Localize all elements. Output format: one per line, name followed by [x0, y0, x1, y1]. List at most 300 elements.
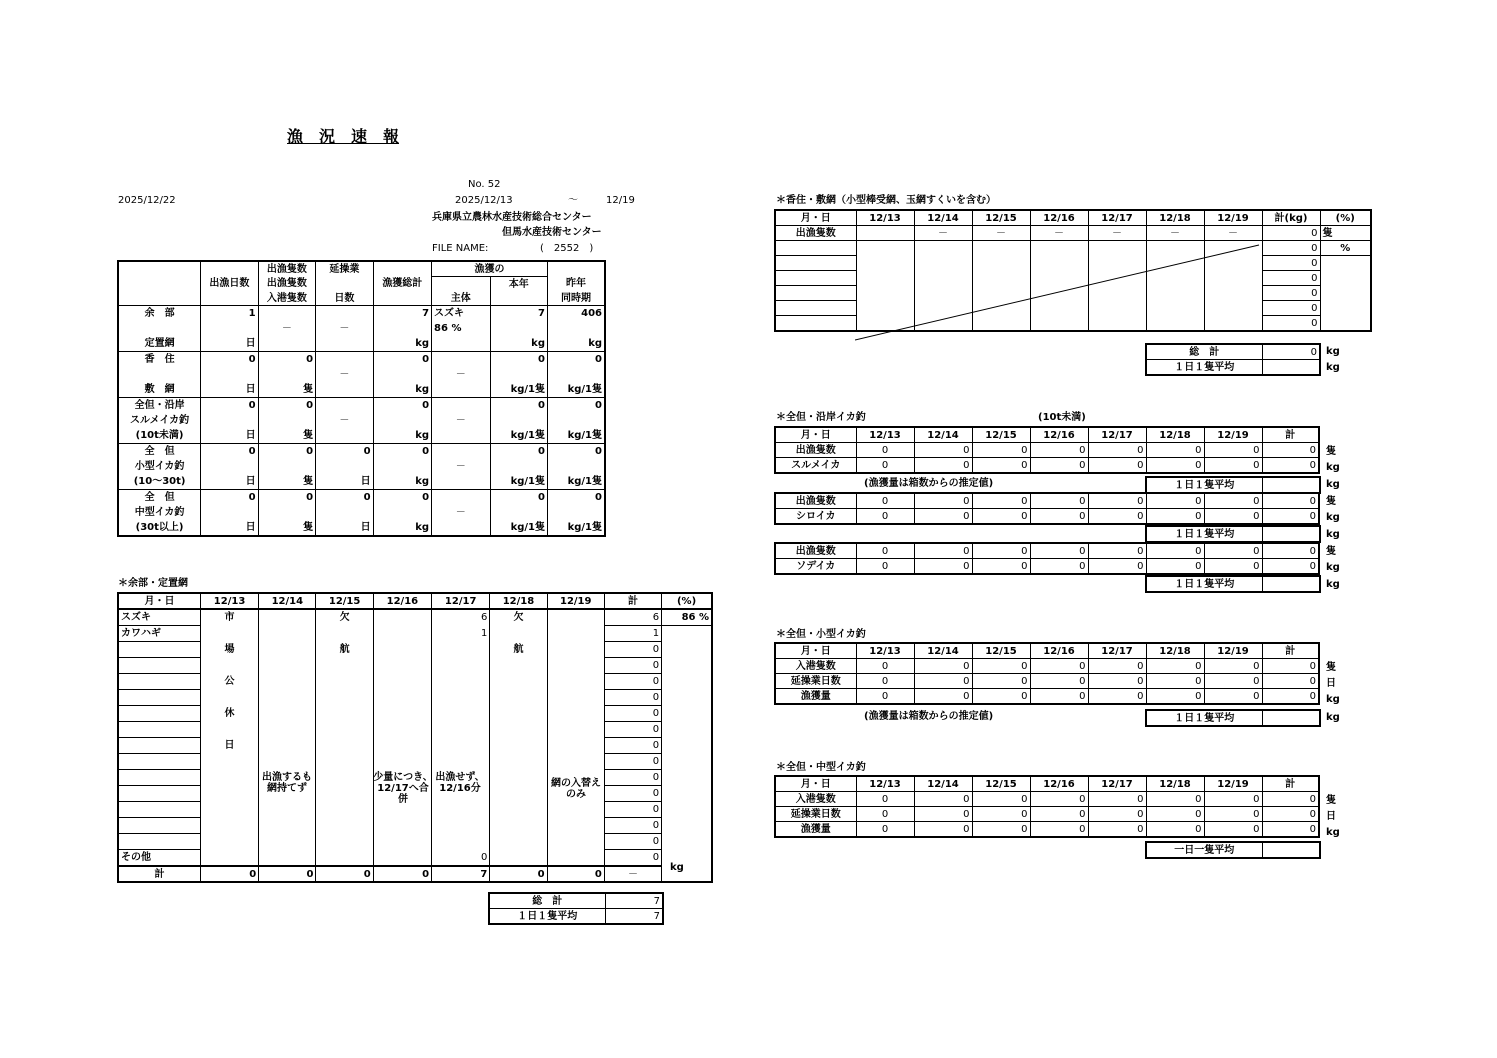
chugata-row-cell: 0	[914, 807, 972, 822]
kasumi-total-cell: 0	[1262, 286, 1320, 301]
engan-header-row-cell: 12/14	[914, 427, 972, 443]
summary-cell	[432, 444, 490, 460]
summary-cell: 全 但	[118, 490, 201, 506]
amarube-cell: 1	[432, 626, 490, 642]
engan-unit: kg	[1326, 462, 1340, 473]
engan-catch-row-cell: 0	[972, 458, 1030, 474]
org-name-2: 但馬水産技術センター	[502, 227, 602, 238]
engan-unit: kg	[1326, 529, 1340, 540]
engan-ships-row-cell: 0	[1088, 493, 1146, 509]
amarube-cell	[259, 802, 316, 818]
summary-row	[118, 367, 605, 382]
kasumi-total-cell: 0	[1262, 301, 1320, 316]
engan-table-3	[774, 542, 1320, 575]
amarube-cell	[259, 706, 316, 722]
summary-row	[118, 428, 605, 444]
summary-cell: －	[432, 459, 490, 474]
amarube-cell	[662, 658, 712, 674]
amarube-cell	[373, 850, 431, 867]
summary-cell	[432, 336, 490, 352]
summary-cell: kg/1隻	[490, 520, 547, 536]
engan-catch-row-cell: 0	[914, 559, 972, 575]
amarube-cell	[259, 626, 316, 642]
summary-cell	[201, 413, 258, 428]
amarube-cell	[200, 754, 258, 770]
kogata-header-row-cell: 12/14	[914, 643, 972, 659]
kogata-row-label: 延操業日数	[775, 674, 856, 689]
amarube-cell	[200, 850, 258, 867]
amarube-cell	[316, 786, 373, 802]
chugata-unit: 隻	[1326, 795, 1336, 806]
engan-catch-row	[775, 458, 1319, 474]
kogata-note: (漁獲量は箱数からの推定値)	[864, 711, 994, 722]
amarube-cell: 1	[604, 626, 661, 642]
summary-header-row	[118, 277, 605, 292]
amarube-row	[118, 722, 712, 738]
engan-catch-row-cell: 0	[1262, 509, 1319, 525]
chugata-row-label: 入港隻数	[775, 792, 856, 807]
kogata-row-cell: 0	[972, 674, 1030, 689]
summary-row	[118, 520, 605, 536]
engan-ships-row-cell: 0	[1262, 493, 1319, 509]
summary-cell: 中型イカ釣	[118, 505, 201, 520]
kogata-row-label: 漁獲量	[775, 689, 856, 705]
file-name-label: FILE NAME:	[432, 243, 489, 254]
amarube-total-cell: 0	[200, 866, 258, 882]
summary-cell: 0	[316, 490, 373, 506]
chugata-header-row-cell: 12/15	[972, 776, 1030, 792]
summary-cell: 日	[201, 428, 258, 444]
summary-header-cell	[118, 261, 201, 277]
kogata-row-cell: 0	[1204, 659, 1262, 674]
kogata-header-row-cell: 12/13	[856, 643, 914, 659]
chugata-row-label: 漁獲量	[775, 822, 856, 838]
summary-cell	[547, 367, 605, 382]
summary-row	[118, 382, 605, 398]
amarube-cell: 航	[490, 642, 547, 658]
amarube-cell	[118, 802, 200, 818]
amarube-cell	[373, 626, 431, 642]
amarube-cell	[118, 770, 200, 786]
kasumi-avg-label: １日１隻平均	[1146, 360, 1262, 376]
amarube-cell	[200, 786, 258, 802]
amarube-cell	[118, 738, 200, 754]
kasumi-pct-blank	[1320, 316, 1371, 332]
kasumi-header-cell: 月・日	[775, 210, 856, 226]
kogata-row	[775, 674, 1319, 689]
chugata-row-cell: 0	[1030, 807, 1088, 822]
engan-ships-row	[775, 543, 1319, 559]
chugata-header-row	[775, 776, 1319, 792]
kasumi-ships-cell: －	[1030, 226, 1088, 241]
amarube-cell	[432, 818, 490, 834]
amarube-cell: 0	[604, 770, 661, 786]
kogata-row-cell: 0	[856, 674, 914, 689]
summary-cell	[258, 306, 315, 322]
amarube-cell	[662, 738, 712, 754]
amarube-cell	[432, 834, 490, 850]
amarube-cell	[373, 642, 431, 658]
summary-cell	[547, 413, 605, 428]
amarube-cell: 場	[200, 642, 258, 658]
summary-header-cell: 出漁隻数	[258, 277, 315, 292]
engan-avg-1-value	[1262, 477, 1320, 493]
amarube-total-cell: 7	[432, 866, 490, 882]
engan-ships-row-label: 出漁隻数	[775, 543, 856, 559]
amarube-cell	[118, 786, 200, 802]
summary-cell	[316, 505, 373, 520]
summary-cell	[547, 505, 605, 520]
amarube-cell	[547, 626, 604, 642]
summary-header-cell: 昨年	[547, 277, 605, 292]
amarube-cell: 0	[604, 642, 661, 658]
engan-header-row-cell: 月・日	[775, 427, 856, 443]
engan-catch-row-label: スルメイカ	[775, 458, 856, 474]
summary-cell: 日	[201, 474, 258, 490]
summary-cell: 香 住	[118, 352, 201, 368]
amarube-cell	[259, 850, 316, 867]
summary-header-row	[118, 261, 605, 277]
amarube-cell	[662, 674, 712, 690]
amarube-cell	[432, 658, 490, 674]
summary-cell: 0	[490, 352, 547, 368]
summary-cell	[258, 413, 315, 428]
summary-cell	[490, 321, 547, 336]
engan-ships-row-cell: 0	[1088, 543, 1146, 559]
kogata-header-row-cell: 12/15	[972, 643, 1030, 659]
chugata-row	[775, 792, 1319, 807]
amarube-header-cell: 12/13	[200, 593, 258, 609]
summary-header-cell: 入港隻数	[258, 291, 315, 306]
amarube-cell	[259, 609, 316, 626]
engan-catch-row-cell: 0	[1146, 509, 1204, 525]
amarube-cell	[547, 738, 604, 754]
kasumi-header-cell: (%)	[1320, 210, 1371, 226]
kogata-row-cell: 0	[972, 689, 1030, 705]
amarube-cell	[547, 706, 604, 722]
amarube-cell	[200, 818, 258, 834]
summary-cell: kg	[373, 336, 431, 352]
amarube-row	[118, 706, 712, 722]
amarube-cell: 航	[316, 642, 373, 658]
amarube-cell	[259, 738, 316, 754]
chugata-row-cell: 0	[1088, 822, 1146, 838]
amarube-cell: 0	[604, 850, 661, 867]
engan-ships-row-cell: 0	[1204, 443, 1262, 458]
amarube-cell: 0	[604, 658, 661, 674]
summary-cell	[373, 413, 431, 428]
engan-header-row-cell: 12/19	[1204, 427, 1262, 443]
amarube-cell	[547, 834, 604, 850]
amarube-cell: 0	[604, 690, 661, 706]
kogata-row-label: 入港隻数	[775, 659, 856, 674]
summary-cell: 0	[258, 444, 315, 460]
amarube-cell	[547, 609, 604, 626]
amarube-cell	[547, 802, 604, 818]
amarube-cell	[316, 722, 373, 738]
summary-cell: 日	[201, 520, 258, 536]
kasumi-header-cell: 12/14	[914, 210, 972, 226]
amarube-cell	[662, 626, 712, 642]
engan-ships-row-cell: 0	[1146, 443, 1204, 458]
amarube-cell	[316, 850, 373, 867]
engan-ships-row-cell: 0	[1146, 493, 1204, 509]
amarube-cell	[259, 690, 316, 706]
amarube-header-cell: 12/18	[490, 593, 547, 609]
summary-row	[118, 413, 605, 428]
kogata-header-row	[775, 643, 1319, 659]
amarube-row	[118, 850, 712, 867]
kasumi-total-unit: kg	[1326, 346, 1340, 357]
amarube-cell	[432, 802, 490, 818]
amarube-cell	[200, 802, 258, 818]
kasumi-total-label: 総 計	[1146, 344, 1262, 360]
amarube-cell	[662, 818, 712, 834]
engan-catch-row-cell: 0	[1030, 509, 1088, 525]
amarube-cell	[662, 642, 712, 658]
summary-header-cell: 漁獲総計	[373, 277, 431, 292]
engan-catch-row-label: シロイカ	[775, 509, 856, 525]
summary-row	[118, 398, 605, 414]
amarube-cell	[259, 722, 316, 738]
summary-cell: 全但・沿岸	[118, 398, 201, 414]
summary-header-cell	[547, 261, 605, 277]
kasumi-ships-cell: －	[1146, 226, 1204, 241]
amarube-cell	[373, 674, 431, 690]
summary-cell: －	[316, 321, 373, 336]
engan-header-row-cell: 12/13	[856, 427, 914, 443]
engan-catch-row-cell: 0	[1146, 559, 1204, 575]
summary-cell: kg	[373, 520, 431, 536]
amarube-cell	[373, 834, 431, 850]
amarube-cell	[662, 770, 712, 786]
engan-header-row-cell: 12/18	[1146, 427, 1204, 443]
engan-catch-row-cell: 0	[1204, 559, 1262, 575]
engan-ships-row-cell: 0	[1088, 443, 1146, 458]
amarube-cell	[200, 626, 258, 642]
engan-catch-row-cell: 0	[914, 458, 972, 474]
amarube-cell: 0	[604, 818, 661, 834]
chugata-avg-label: 一日一隻平均	[1146, 842, 1262, 858]
summary-cell	[316, 352, 373, 368]
kogata-row-cell: 0	[1088, 659, 1146, 674]
amarube-cell	[662, 706, 712, 722]
summary-cell: 隻	[258, 428, 315, 444]
summary-row	[118, 505, 605, 520]
summary-cell	[258, 367, 315, 382]
summary-row	[118, 459, 605, 474]
summary-cell	[547, 321, 605, 336]
chugata-avg	[1145, 841, 1321, 859]
amarube-cell	[490, 850, 547, 867]
kasumi-header-cell: 12/17	[1088, 210, 1146, 226]
engan-avg-2	[1145, 525, 1321, 543]
summary-cell	[201, 459, 258, 474]
engan-avg-3-label: １日１隻平均	[1146, 576, 1262, 592]
chugata-section-title: ＊全但・中型イカ釣	[776, 762, 866, 773]
amarube-cell: 6	[604, 609, 661, 626]
summary-cell	[316, 306, 373, 322]
amarube-cell	[432, 754, 490, 770]
engan-unit: 隻	[1326, 446, 1336, 457]
amarube-row	[118, 642, 712, 658]
amarube-cell: 0	[604, 674, 661, 690]
engan-section-title: ＊全但・沿岸イカ釣	[776, 412, 866, 423]
summary-cell: 日	[316, 520, 373, 536]
chugata-row	[775, 807, 1319, 822]
chugata-header-row-cell: 12/19	[1204, 776, 1262, 792]
amarube-cell	[432, 738, 490, 754]
kogata-row-cell: 0	[856, 659, 914, 674]
engan-header-row-cell: 12/16	[1030, 427, 1088, 443]
summary-cell: kg	[547, 336, 605, 352]
amarube-cell	[432, 690, 490, 706]
amarube-note-1219: 網の入替えのみ	[551, 778, 601, 800]
engan-catch-row-cell: 0	[856, 458, 914, 474]
engan-ships-row-cell: 0	[856, 443, 914, 458]
chugata-row-cell: 0	[856, 822, 914, 838]
amarube-cell	[373, 690, 431, 706]
chugata-header-row-cell: 12/14	[914, 776, 972, 792]
kogata-avg-label: １日１隻平均	[1146, 710, 1262, 726]
engan-ships-row-cell: 0	[1146, 543, 1204, 559]
kasumi-header-row	[775, 210, 1371, 226]
summary-cell: 0	[258, 490, 315, 506]
summary-cell: 0	[547, 490, 605, 506]
summary-cell: 0	[201, 398, 258, 414]
summary-cell	[201, 367, 258, 382]
kogata-unit: 隻	[1326, 662, 1336, 673]
kogata-row-cell: 0	[1262, 674, 1319, 689]
summary-header-cell: 同時期	[547, 291, 605, 306]
kogata-row-cell: 0	[1146, 689, 1204, 705]
page-title: 漁 況 速 報	[287, 127, 400, 146]
kasumi-header-cell: 12/15	[972, 210, 1030, 226]
kogata-header-row-cell: 12/19	[1204, 643, 1262, 659]
kasumi-avg-unit: kg	[1326, 362, 1340, 373]
chugata-row-cell: 0	[1088, 807, 1146, 822]
kogata-row-cell: 0	[1204, 674, 1262, 689]
kasumi-avg-value	[1262, 360, 1320, 376]
kasumi-pct-blank	[1320, 271, 1371, 286]
engan-unit: kg	[1326, 562, 1340, 573]
chugata-row-label: 延操業日数	[775, 807, 856, 822]
amarube-cell	[316, 818, 373, 834]
summary-cell: スルメイカ釣	[118, 413, 201, 428]
amarube-note-1216: 少量につき、12/17へ合併	[373, 772, 433, 805]
engan-ships-row-cell: 0	[914, 543, 972, 559]
chugata-row-cell: 0	[856, 792, 914, 807]
engan-catch-row-cell: 0	[1204, 458, 1262, 474]
kasumi-ships-cell: －	[1088, 226, 1146, 241]
summary-cell	[432, 382, 490, 398]
kasumi-ships-cell: －	[1204, 226, 1262, 241]
engan-ships-row-cell: 0	[914, 493, 972, 509]
chugata-header-row-cell: 12/13	[856, 776, 914, 792]
summary-cell	[373, 367, 431, 382]
amarube-cell	[118, 642, 200, 658]
engan-ships-row	[775, 443, 1319, 458]
chugata-row-cell: 0	[1204, 822, 1262, 838]
kogata-unit: kg	[1326, 712, 1340, 723]
kogata-row-cell: 0	[1146, 659, 1204, 674]
engan-ships-row-cell: 0	[972, 443, 1030, 458]
amarube-cell	[316, 754, 373, 770]
summary-cell: 0	[373, 352, 431, 368]
amarube-cell	[547, 642, 604, 658]
kogata-row-cell: 0	[1204, 689, 1262, 705]
summary-cell: 0	[547, 398, 605, 414]
amarube-cell: 0	[604, 706, 661, 722]
summary-cell: 0	[490, 490, 547, 506]
report-number: No. 52	[468, 179, 501, 190]
engan-table-1	[774, 426, 1320, 474]
chugata-header-row-cell: 12/16	[1030, 776, 1088, 792]
amarube-cell	[490, 738, 547, 754]
amarube-cell	[200, 658, 258, 674]
kasumi-total-cell: 0	[1262, 271, 1320, 286]
summary-cell: kg/1隻	[547, 474, 605, 490]
kogata-row-cell: 0	[914, 659, 972, 674]
summary-cell	[258, 459, 315, 474]
amarube-cell	[118, 706, 200, 722]
amarube-cell	[662, 722, 712, 738]
amarube-header-cell: 計	[604, 593, 661, 609]
engan-avg-2-value	[1262, 526, 1320, 542]
summary-cell: 0	[201, 352, 258, 368]
kogata-row-cell: 0	[972, 659, 1030, 674]
chugata-header-row-cell: 12/17	[1088, 776, 1146, 792]
summary-cell: kg/1隻	[547, 520, 605, 536]
summary-cell: 0	[201, 444, 258, 460]
chugata-row-cell: 0	[972, 792, 1030, 807]
summary-cell	[118, 321, 201, 336]
summary-row	[118, 444, 605, 460]
engan-catch-row-cell: 0	[1146, 458, 1204, 474]
engan-ships-row-cell: 0	[972, 543, 1030, 559]
summary-cell: 定置網	[118, 336, 201, 352]
summary-header-cell: 主体	[432, 291, 490, 306]
amarube-cell	[490, 754, 547, 770]
engan-catch-row	[775, 559, 1319, 575]
engan-section-note: (10t未満)	[1038, 412, 1086, 423]
kasumi-empty-cell	[775, 286, 856, 301]
amarube-cell	[316, 626, 373, 642]
amarube-cell: 欠	[316, 609, 373, 626]
amarube-cell: 0	[604, 754, 661, 770]
amarube-header-cell: 12/16	[373, 593, 431, 609]
engan-catch-row-cell: 0	[914, 509, 972, 525]
amarube-total-cell: 0	[259, 866, 316, 882]
engan-ships-row-cell: 0	[1030, 543, 1088, 559]
kasumi-empty-cell	[775, 271, 856, 286]
amarube-cell	[373, 658, 431, 674]
amarube-grand-value: 7	[605, 893, 663, 909]
summary-header-cell: 延操業	[316, 261, 373, 277]
amarube-cell	[316, 690, 373, 706]
amarube-cell: 欠	[490, 609, 547, 626]
summary-cell	[316, 336, 373, 352]
amarube-cell	[490, 658, 547, 674]
amarube-row	[118, 818, 712, 834]
kogata-header-row-cell: 12/16	[1030, 643, 1088, 659]
amarube-cell	[259, 818, 316, 834]
summary-cell	[316, 459, 373, 474]
summary-cell: －	[258, 321, 315, 336]
summary-cell	[373, 459, 431, 474]
amarube-total-cell: 0	[547, 866, 604, 882]
summary-cell	[118, 367, 201, 382]
